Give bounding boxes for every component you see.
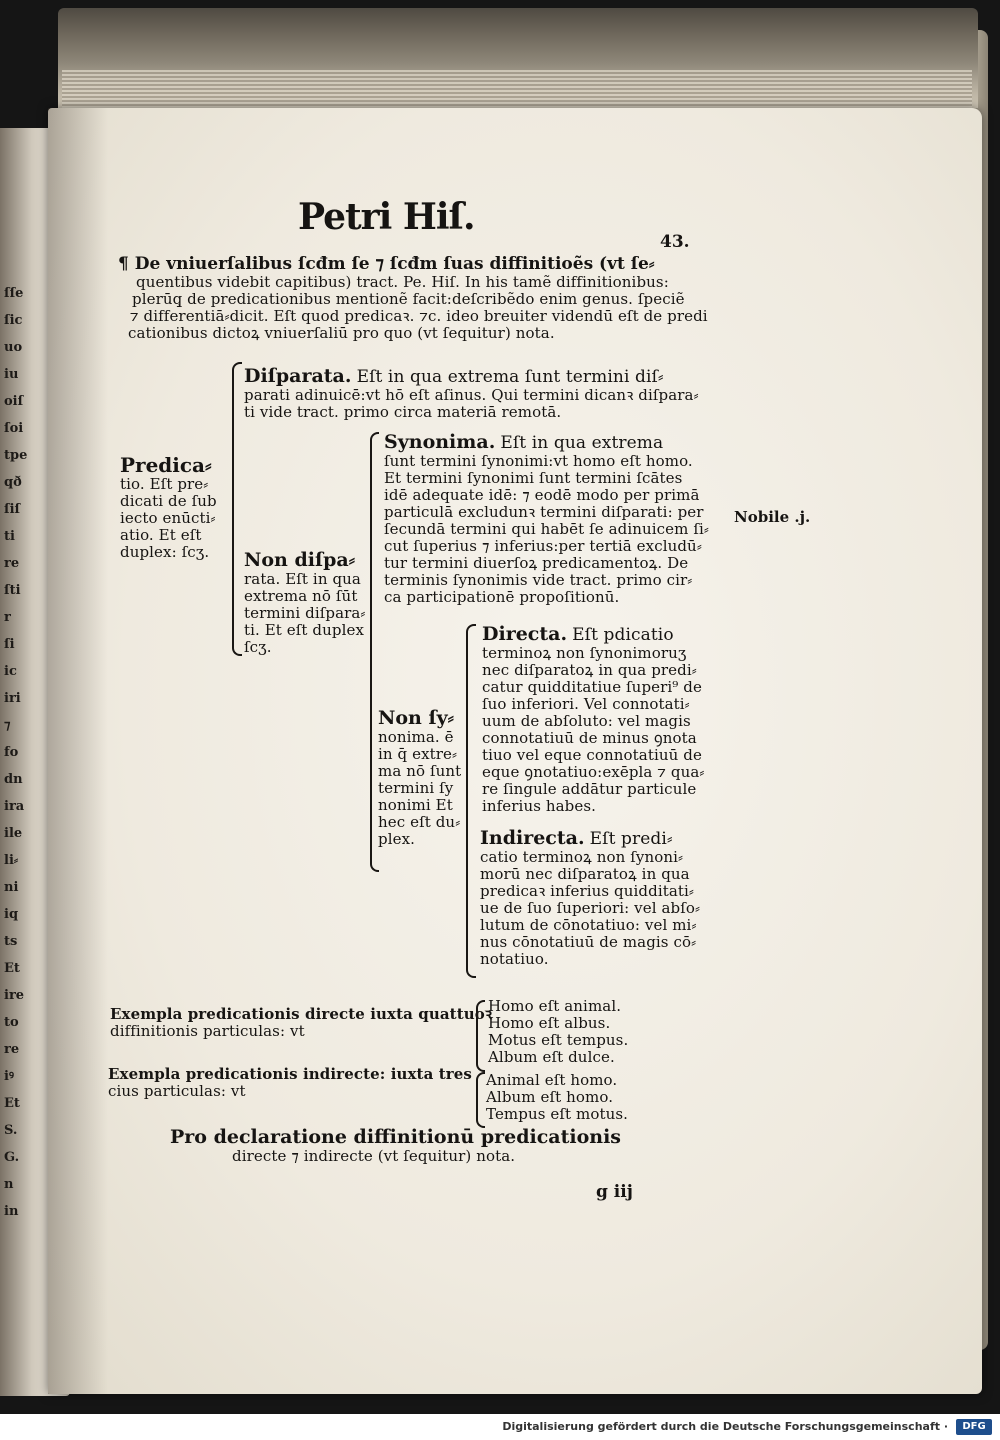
indirecta-line: catio terminoꝝ non ſynoni⸗ xyxy=(480,848,684,866)
predicatio-line: duplex: ſcʒ. xyxy=(120,543,210,561)
disparata-block xyxy=(244,366,764,421)
synonima-line: terminis ſynonimis vide tract. primo cir⸗ xyxy=(384,571,693,589)
brace-exempla-indirecte xyxy=(476,1072,485,1128)
non-synonima-line: hec eſt du⸗ xyxy=(378,813,461,831)
conclusion-line: directe ⁊ indirecte (vt ſequitur) nota. xyxy=(232,1147,516,1165)
left-fragment: to xyxy=(4,1015,19,1030)
non-disparata-head: Non diſpa⸗ xyxy=(244,549,356,571)
conclusion xyxy=(170,1126,690,1165)
left-fragment: S. xyxy=(4,1123,18,1138)
left-fragment: iꝰ xyxy=(4,1069,14,1084)
directa-block xyxy=(482,624,722,815)
left-fragment: ira xyxy=(4,799,25,814)
non-disparata-line: extrema nō ſūt xyxy=(244,587,358,605)
directa-line: connotatiuū de minus ꝯnota xyxy=(482,729,697,747)
directa-line: ſuo inferiori. Vel connotati⸗ xyxy=(482,695,690,713)
synonima-head: Synonima. xyxy=(384,431,496,453)
directa-line: inferius habes. xyxy=(482,797,597,815)
directa-line: eque ꝯnotatiuo:exēpla ⁊ qua⸗ xyxy=(482,763,705,781)
indirecta-line: predicaꝛ inferius quidditati⸗ xyxy=(480,882,695,900)
synonima-block xyxy=(384,432,724,606)
paragraph-mark-icon: ¶ xyxy=(118,254,135,274)
exemplum-item: Animal eſt homo. xyxy=(486,1071,618,1089)
non-disparata-line: rata. Eſt in qua xyxy=(244,570,361,588)
left-fragment: ti xyxy=(4,529,15,544)
directa-line: nec diſparatoꝝ in qua predi⸗ xyxy=(482,661,697,679)
intro-line: plerūq̧ de predicationibus mentionẽ facit:deſcribẽdo enim genus. ſpeciẽ xyxy=(132,290,685,308)
non-disparata-line: ti. Et eſt duplex xyxy=(244,621,365,639)
left-fragment: G. xyxy=(4,1150,20,1165)
synonima-line: idē adequate idē: ⁊ eodē modo per primā xyxy=(384,486,700,504)
non-synonima-line: plex. xyxy=(378,830,416,848)
left-fragment-list xyxy=(4,280,26,1225)
left-fragment: re xyxy=(4,556,20,571)
intro-paragraph xyxy=(118,254,738,342)
predicatio-line: iecto enūcti⸗ xyxy=(120,509,216,527)
exemplum-item: Album eſt homo. xyxy=(486,1088,614,1106)
left-fragment: ⁊ xyxy=(4,718,11,733)
non-synonima-line: nonimi Et xyxy=(378,796,453,814)
synonima-line: tur termini diuerſoꝝ predicamentoꝝ. De xyxy=(384,554,689,572)
non-synonima-line: in q̄ extre⸗ xyxy=(378,745,458,763)
left-fragment: in xyxy=(4,1204,19,1219)
left-fragment: qð xyxy=(4,475,22,490)
left-fragment: li⸗ xyxy=(4,853,19,868)
exempla-directe-list xyxy=(488,998,688,1066)
directa-head: Directa. xyxy=(482,623,568,645)
non-synonima-block xyxy=(378,708,463,848)
synonima-line: ſunt termini ſynonimi:vt homo eſt homo. xyxy=(384,452,693,470)
exemplum-item: Album eſt dulce. xyxy=(488,1048,615,1066)
indirecta-head: Indirecta. xyxy=(480,827,585,849)
left-fragment: iri xyxy=(4,691,21,706)
disparata-head: Diſparata. xyxy=(244,365,352,387)
exemplum-item: Motus eſt tempus. xyxy=(488,1031,629,1049)
left-fragment: ſiſ xyxy=(4,502,21,517)
predicatio-line: dicati de ſub xyxy=(120,492,217,510)
page-gutter-shadow xyxy=(48,108,108,1394)
left-fragment: ic xyxy=(4,664,17,679)
left-fragment: ſoi xyxy=(4,421,24,436)
left-fragment: Et xyxy=(4,961,20,976)
indirecta-line: notatiuo. xyxy=(480,950,549,968)
synonima-line: ca participationē propoſitionū. xyxy=(384,588,620,606)
intro-line: cationibus dictoꝝ vniuerſaliū pro quo (vt ſequitur) nota. xyxy=(128,324,555,342)
indirecta-line: nus cōnotatiuū de magis cō⸗ xyxy=(480,933,697,951)
predicatio-head: Predica⸗ xyxy=(120,453,212,477)
disparata-line: ti vide tract. primo circa materiā remotā. xyxy=(244,403,562,421)
exempla-indirecte-caption: Exempla predicationis indirecte: iuxta tres cius particulas: vt xyxy=(108,1065,472,1100)
exemplum-item: Homo eſt animal. xyxy=(488,997,622,1015)
intro-line: ⁊ differentiā⸗dicit. Eſt quod predicaꝛ. ⁊c. ideo breuiter videndū eſt de predi xyxy=(130,307,708,325)
left-fragment: uo xyxy=(4,340,23,355)
directa-line: catur quidditatiue ſuperi⁹ de xyxy=(482,678,702,696)
non-disparata-block xyxy=(244,550,369,656)
left-fragment: ſic xyxy=(4,313,23,328)
left-fragment: ſti xyxy=(4,583,21,598)
margin-note: Nobile .j. xyxy=(734,508,811,526)
non-synonima-line: nonima. ē xyxy=(378,728,454,746)
left-fragment: r xyxy=(4,610,11,625)
left-fragment: re xyxy=(4,1042,20,1057)
left-fragment: ts xyxy=(4,934,18,949)
exempla-directe-caption: Exempla predicationis directe iuxta quattuoꝛ diffinitionis particulas: vt xyxy=(110,1005,493,1040)
page-edges xyxy=(62,70,972,110)
non-disparata-line: termini diſpara⸗ xyxy=(244,604,366,622)
non-disparata-line: ſcʒ. xyxy=(244,638,272,656)
exemplum-item: Tempus eſt motus. xyxy=(486,1105,629,1123)
directa-line: uum de abſoluto: vel magis xyxy=(482,712,691,730)
synonima-line: Eſt in qua extrema xyxy=(500,433,664,453)
synonima-line: Et termini ſynonimi ſunt termini ſcātes xyxy=(384,469,683,487)
bleed-through xyxy=(520,210,532,250)
left-fragment: ile xyxy=(4,826,23,841)
intro-line: ¶ De vniuerſalibus ſcđm ſe ⁊ ſcđm ſuas diffinitioẽs (vt ſe⸗ xyxy=(118,254,655,274)
left-fragment: n xyxy=(4,1177,14,1192)
predicatio-line: tio. Eſt pre⸗ xyxy=(120,475,209,493)
indirecta-line: morū nec diſparatoꝝ in qua xyxy=(480,865,690,883)
indirecta-line: lutum de cōnotatiuo: vel mi⸗ xyxy=(480,916,697,934)
folio-number: 43. xyxy=(660,232,690,252)
non-synonima-line: termini ſy xyxy=(378,779,454,797)
synonima-line: cut ſuperius ⁊ inferius:per tertiā excludū⸗ xyxy=(384,537,702,555)
directa-line: tiuo vel eque connotatiuū de xyxy=(482,746,702,764)
brace-predicatio xyxy=(232,362,242,656)
running-head: Petri Hiſ. xyxy=(298,196,475,238)
indirecta-block xyxy=(480,828,720,968)
synonima-line: ſecundā termini qui habēt ſe adinuicem ſi⸗ xyxy=(384,520,709,538)
non-synonima-line: ma nō ſunt xyxy=(378,762,462,780)
directa-line: Eſt pdicatio xyxy=(572,625,674,645)
left-fragment: ſi xyxy=(4,637,15,652)
exempla-indirecte-list xyxy=(486,1072,686,1123)
predicatio-block xyxy=(120,455,230,561)
left-fragment: ni xyxy=(4,880,19,895)
indirecta-line: Eſt predi⸗ xyxy=(589,829,673,849)
left-fragment: oiſ xyxy=(4,394,24,409)
left-fragment: iu xyxy=(4,367,19,382)
left-fragment: fo xyxy=(4,745,19,760)
exemplum-item: Homo eſt albus. xyxy=(488,1014,611,1032)
disparata-line: Eſt in qua extrema ſunt termini diſ⸗ xyxy=(356,367,664,387)
disparata-line: parati adinuicē:vt hō eſt aſinus. Qui termini dicanꝛ diſpara⸗ xyxy=(244,386,699,404)
dfg-logo: DFG xyxy=(956,1419,992,1435)
predicatio-line: atio. Et eſt xyxy=(120,526,202,544)
directa-line: terminoꝝ non ſynonimoruʒ xyxy=(482,644,687,662)
indirecta-line: ue de ſuo ſuperiori: vel abſo⸗ xyxy=(480,899,701,917)
left-margin-fragments xyxy=(4,280,26,1225)
conclusion-line: Pro declaratione diffinitionū predicationis xyxy=(170,1126,621,1148)
left-fragment: tpe xyxy=(4,448,28,463)
footer-credit: Digitalisierung gefördert durch die Deutsche Forschungsgemeinschaft · xyxy=(502,1420,948,1433)
left-fragment: ire xyxy=(4,988,25,1003)
synonima-line: particulā excludunꝛ termini diſparati: per xyxy=(384,503,704,521)
signature-mark: g iij xyxy=(596,1182,633,1202)
brace-exempla-directe xyxy=(476,1000,485,1072)
left-fragment: dn xyxy=(4,772,23,787)
non-synonima-head: Non ſy⸗ xyxy=(378,707,455,729)
left-fragment: Et xyxy=(4,1096,20,1111)
brace-non-synonima xyxy=(466,624,476,978)
left-fragment: iq xyxy=(4,907,19,922)
intro-line: quentibus videbit capitibus) tract. Pe. Hiſ. In his tamẽ diffinitionibus: xyxy=(136,273,669,291)
left-fragment: ſſe xyxy=(4,286,24,301)
directa-line: re ſingule addātur particule xyxy=(482,780,697,798)
